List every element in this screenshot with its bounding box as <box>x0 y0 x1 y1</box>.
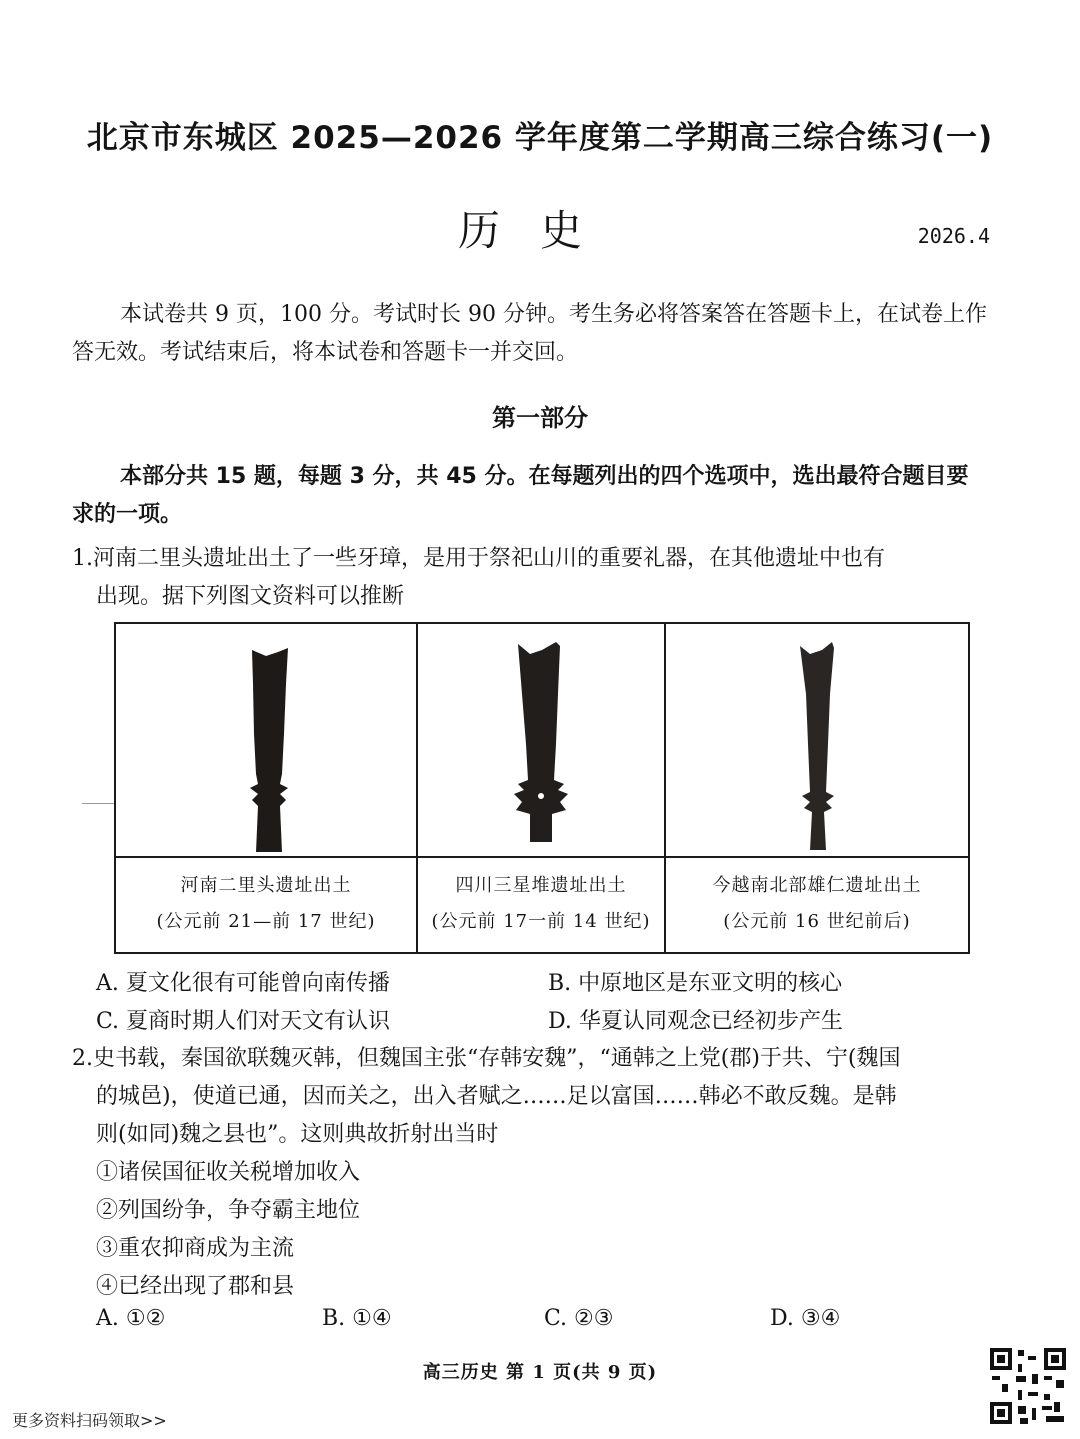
question-1 <box>72 540 990 616</box>
q2-option-a[interactable]: A. ①② <box>96 1306 166 1331</box>
question-2-items <box>72 1154 990 1306</box>
question-2-item: ①诸侯国征收关税增加收入 <box>96 1160 361 1185</box>
figure-caption-erlitou <box>116 868 416 940</box>
figure-cell-vietnam <box>666 624 968 952</box>
q2-option-c[interactable]: C. ②③ <box>544 1306 614 1331</box>
part-description: 本部分共 15 题，每题 3 分，共 45 分。在每题列出的四个选项中，选出最符合题目要求的一项。 <box>72 464 969 527</box>
question-2-number: 2. <box>72 1046 93 1071</box>
figure-place-erlitou: 河南二里头遗址出土 <box>180 875 352 896</box>
question-2 <box>72 1040 990 1306</box>
qr-code-icon <box>988 1346 1068 1426</box>
question-2-stem-line1: 史书载，秦国欲联魏灭韩，但魏国主张“存韩安魏”，“通韩之上党(郡)于共、宁(魏国 <box>93 1046 901 1071</box>
q2-option-d[interactable]: D. ③④ <box>770 1306 841 1331</box>
question-2-line1 <box>72 1040 990 1078</box>
exam-date: 2026.4 <box>917 224 990 248</box>
part-title: 第一部分 <box>492 404 588 432</box>
more-resources-link[interactable]: 更多资料扫码领取>> <box>12 1411 167 1430</box>
yazhang-figure-table <box>114 622 970 954</box>
question-2-item: ②列国纷争，争夺霸主地位 <box>96 1198 361 1223</box>
question-2-item: ③重农抑商成为主流 <box>96 1236 295 1261</box>
subject-title: 历史 <box>457 206 622 255</box>
q1-option-c[interactable]: C. 夏商时期人们对天文有认识 <box>96 1009 391 1034</box>
question-1-stem-line2: 出现。据下列图文资料可以推断 <box>96 584 405 609</box>
figure-period-erlitou: (公元前 21—前 17 世纪) <box>156 911 376 932</box>
q1-option-a[interactable]: A. 夏文化很有可能曾向南传播 <box>96 971 390 996</box>
question-2-stem-line2: 的城邑)，使道已通，因而关之，出入者赋之……足以富国……韩必不敢反魏。是韩 <box>96 1084 897 1109</box>
question-1-number: 1. <box>72 546 93 571</box>
question-2-stem-line3: 则(如同)魏之县也”。这则典故折射出当时 <box>96 1122 499 1147</box>
figure-period-sanxingdui: (公元前 17一前 14 世纪) <box>431 911 651 932</box>
figure-place-sanxingdui: 四川三星堆遗址出土 <box>455 875 627 896</box>
question-1-line1 <box>72 540 990 578</box>
page-footer: 高三历史 第 1 页(共 9 页) <box>422 1362 658 1383</box>
question-2-item: ④已经出现了郡和县 <box>96 1274 295 1299</box>
q1-option-b[interactable]: B. 中原地区是东亚文明的核心 <box>548 971 843 996</box>
yazhang-image-sanxingdui <box>418 624 664 858</box>
q1-option-d[interactable]: D. 华夏认同观念已经初步产生 <box>548 1009 843 1034</box>
qr-code[interactable] <box>988 1346 1068 1430</box>
figure-cell-erlitou <box>116 624 418 952</box>
yazhang-image-vietnam <box>666 624 968 858</box>
figure-cell-sanxingdui <box>418 624 666 952</box>
question-1-stem-line1: 河南二里头遗址出土了一些牙璋，是用于祭祀山川的重要礼器，在其他遗址中也有 <box>93 546 886 571</box>
q2-option-b[interactable]: B. ①④ <box>322 1306 392 1331</box>
figure-caption-vietnam <box>666 868 968 940</box>
figure-place-vietnam: 今越南北部雄仁遗址出土 <box>712 875 922 896</box>
figure-period-vietnam: (公元前 16 世纪前后) <box>723 911 911 932</box>
figure-caption-sanxingdui <box>418 868 664 940</box>
scan-artifact-line <box>82 803 116 804</box>
exam-title: 北京市东城区 2025—2026 学年度第二学期高三综合练习(一) <box>86 120 994 156</box>
instructions: 本试卷共 9 页，100 分。考试时长 90 分钟。考生务必将答案答在答题卡上，在试卷上作答无效。考试结束后，将本试卷和答题卡一并交回。 <box>72 302 987 365</box>
yazhang-image-erlitou <box>116 624 416 858</box>
